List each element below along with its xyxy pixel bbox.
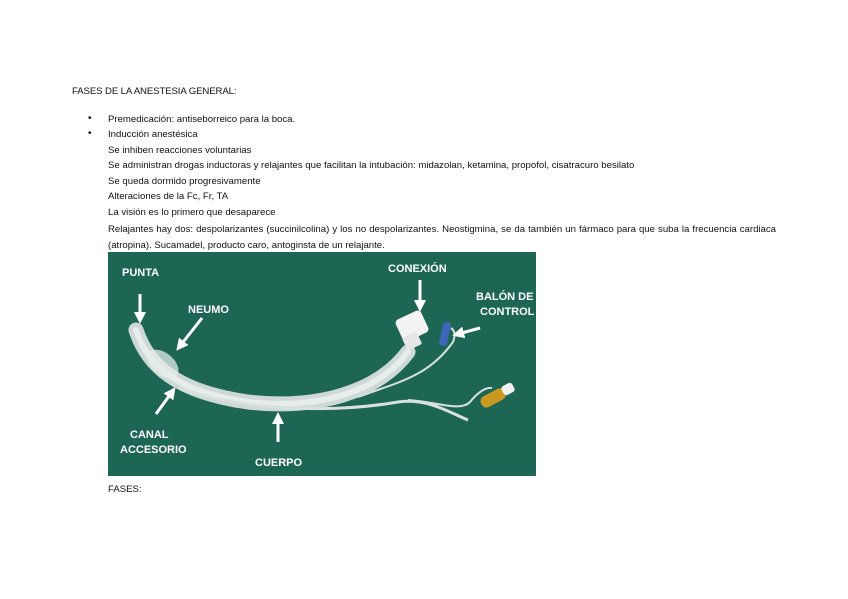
induction-line: Se queda dormido progresivamente — [108, 176, 261, 187]
label-balon-1: BALÓN DE — [476, 291, 534, 303]
label-neumo: NEUMO — [188, 304, 229, 316]
endotracheal-tube-photo — [108, 252, 536, 476]
induction-line: La visión es lo primero que desaparece — [108, 207, 276, 218]
label-canal-2: ACCESORIO — [120, 444, 187, 456]
induction-line: Se administran drogas inductoras y relajantes que facilitan la intubación: midazolan, ketamina, propofol, cisatracuro besilato — [108, 160, 635, 171]
label-punta: PUNTA — [122, 267, 160, 279]
label-conexion: CONEXIÓN — [388, 263, 447, 275]
fases-label: FASES: — [108, 484, 142, 495]
label-balon-2: CONTROL — [480, 306, 535, 318]
induction-line: Alteraciones de la Fc, Fr, TA — [108, 191, 229, 202]
induction-line: Se inhiben reacciones voluntarias — [108, 145, 252, 156]
bullet-induccion: Inducción anestésica — [108, 129, 198, 140]
label-canal-1: CANAL — [130, 429, 169, 441]
bullet-dot: • — [88, 128, 92, 139]
relaxants-paragraph: Relajantes hay dos: despolarizantes (succinilcolina) y los no despolarizantes. Neostigmina, se da también un fármaco para que suba la frecuencia cardiaca (atropina). Sucamadel, producto caro, antoginsta de un relajante. — [108, 224, 776, 251]
bullet-dot: • — [88, 113, 92, 124]
section-heading: FASES DE LA ANESTESIA GENERAL: — [72, 86, 237, 97]
bullet-premedicacion: Premedicación: antiseborreico para la boca. — [108, 114, 296, 125]
label-cuerpo: CUERPO — [255, 457, 303, 469]
